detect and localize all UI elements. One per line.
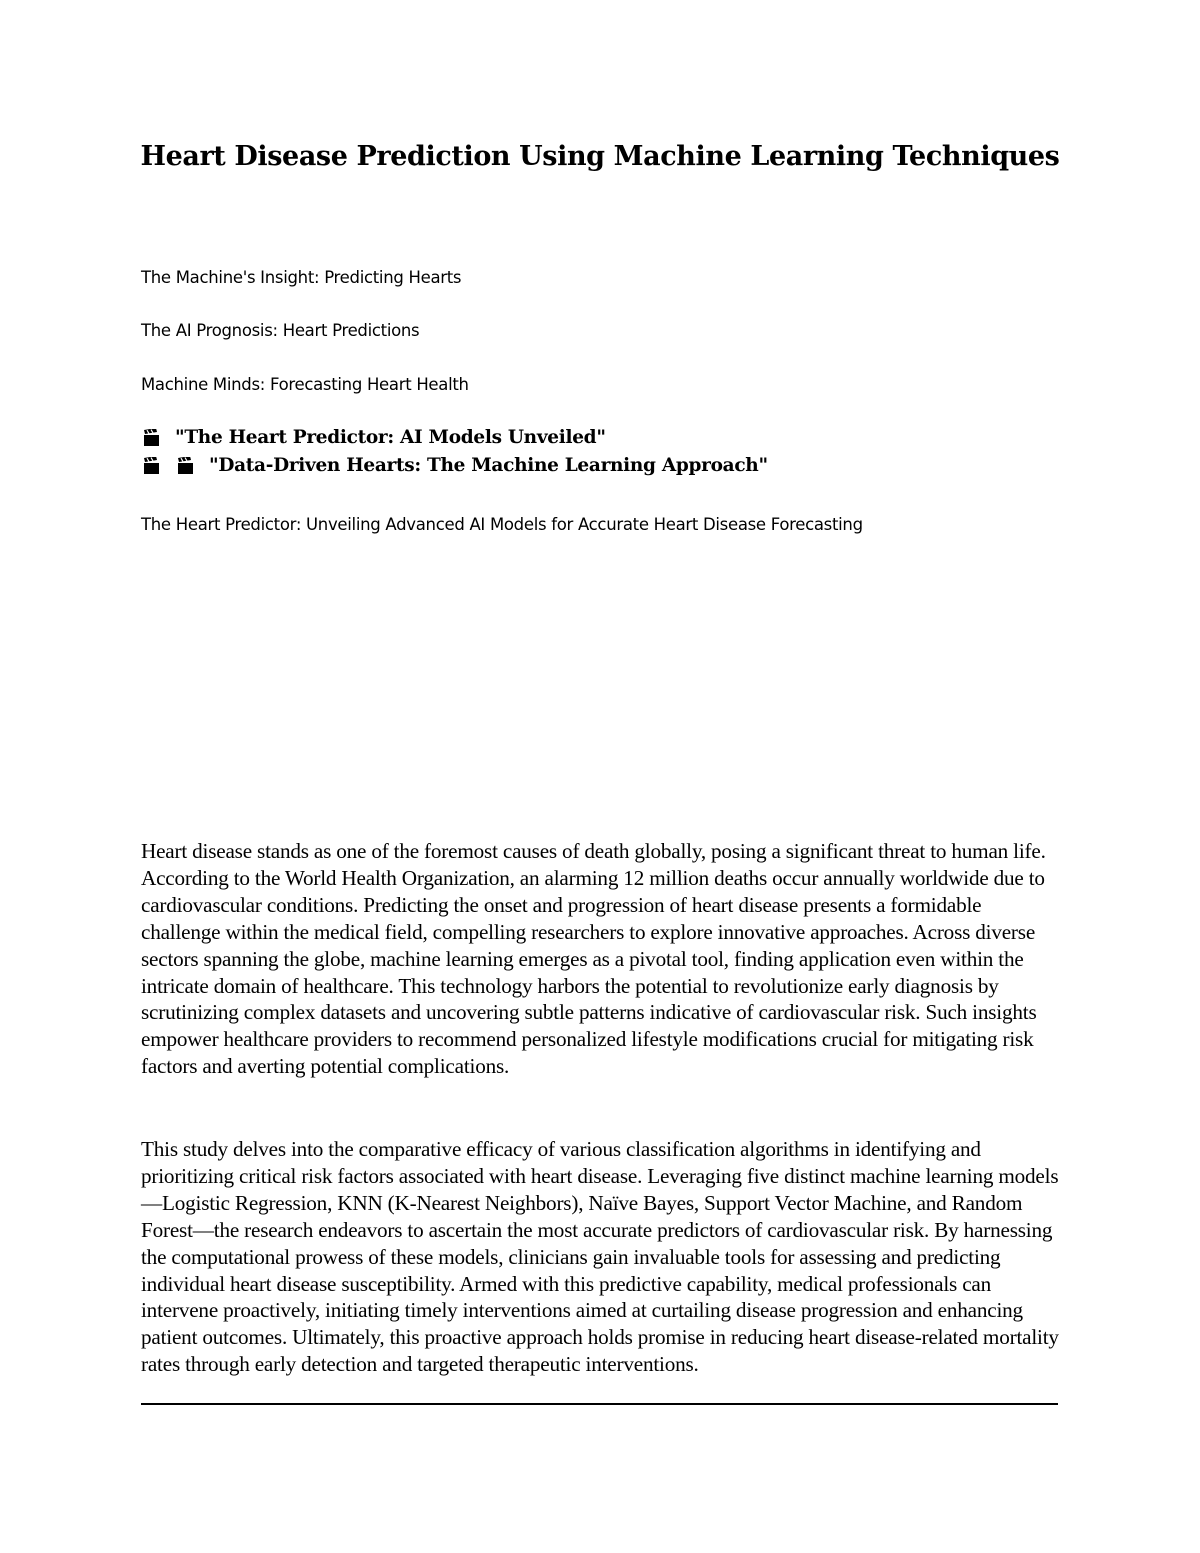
subtitle-2: The AI Prognosis: Heart Predictions bbox=[141, 321, 420, 340]
subtitle-1: The Machine's Insight: Predicting Hearts bbox=[141, 268, 462, 287]
bullet-line-1 bbox=[141, 427, 606, 448]
subtitle-3: Machine Minds: Forecasting Heart Health bbox=[141, 375, 469, 394]
bottom-rule bbox=[141, 1403, 1058, 1405]
document-title: Heart Disease Prediction Using Machine Learning Techniques bbox=[140, 141, 1060, 172]
clapperboard-icon bbox=[141, 457, 161, 475]
bullet-line-2 bbox=[141, 455, 768, 476]
tagline: The Heart Predictor: Unveiling Advanced AI Models for Accurate Heart Disease Forecasting bbox=[141, 515, 863, 534]
body-paragraph-1: Heart disease stands as one of the foremost causes of death globally, posing a significant threat to human life. According to the World Health Organization, an alarming 12 million deaths occur annually worldwide due to cardiovascular conditions. Predicting the onset and progression of heart disease presents a formidable challenge within the medical field, compelling researchers to explore innovative approaches. Across diverse sectors spanning the globe, machine learning emerges as a pivotal tool, finding application even within the intricate domain of healthcare. This technology harbors the potential to revolutionize early diagnosis by scrutinizing complex datasets and uncovering subtle patterns indicative of cardiovascular risk. Such insights empower healthcare providers to recommend personalized lifestyle modifications crucial for mitigating risk factors and averting potential complications. bbox=[141, 839, 1046, 1079]
clapperboard-icon bbox=[141, 429, 161, 447]
bullet-text: "The Heart Predictor: AI Models Unveiled" bbox=[175, 427, 606, 448]
bullet-text: "Data-Driven Hearts: The Machine Learning Approach" bbox=[209, 455, 768, 476]
body-paragraph-2: This study delves into the comparative efficacy of various classification algorithms in identifying and prioritizing critical risk factors associated with heart disease. Leveraging five distinct machine learning models—Logistic Regression, KNN (K-Nearest Neighbors), Naïve Bayes, Support Vector Machine, and Random Forest—the research endeavors to ascertain the most accurate predictors of cardiovascular risk. By harnessing the computational prowess of these models, clinicians gain invaluable tools for assessing and predicting individual heart disease susceptibility. Armed with this predictive capability, medical professionals can intervene proactively, initiating timely interventions aimed at curtailing disease progression and enhancing patient outcomes. Ultimately, this proactive approach holds promise in reducing heart disease-related mortality rates through early detection and targeted therapeutic interventions. bbox=[141, 1137, 1059, 1377]
clapperboard-icon bbox=[175, 457, 195, 475]
